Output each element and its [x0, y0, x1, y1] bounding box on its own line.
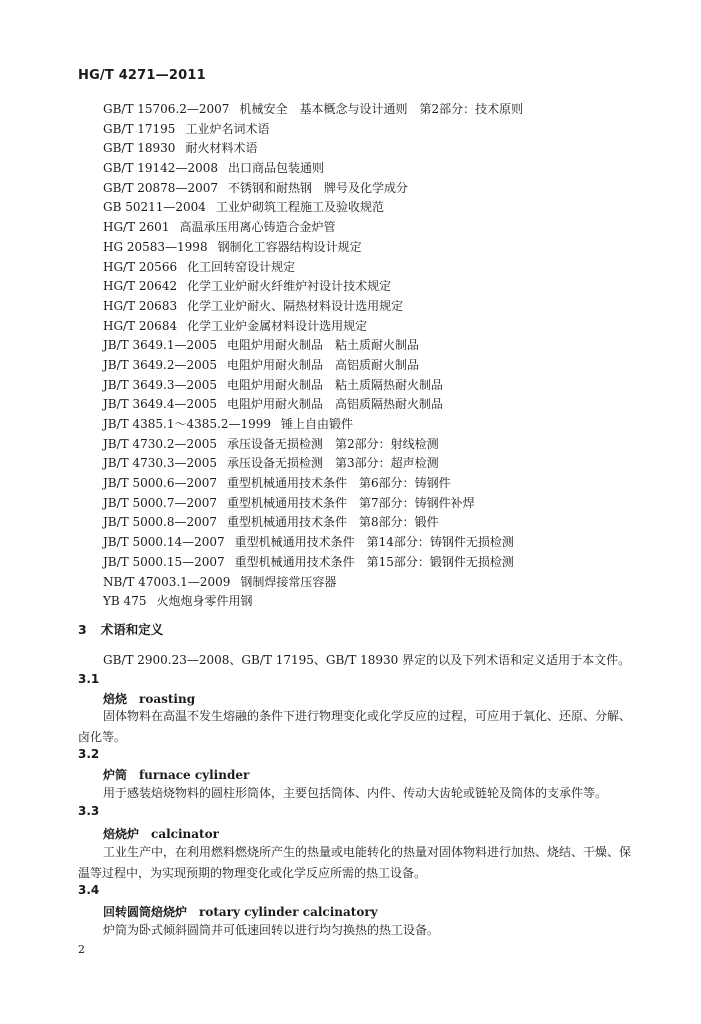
reference-title: 锤上自由锻件 [281, 417, 354, 431]
term-definition [78, 706, 656, 748]
reference-code: HG/T 20683 [103, 298, 178, 313]
definition-line: 工业生产中，在利用燃料燃烧所产生的热量或电能转化的热量对固体物料进行加热、烧结、干燥、保 [103, 845, 632, 859]
reference-title: 电阻炉用耐火制品 高铝质耐火制品 [227, 357, 420, 372]
reference-title: 重型机械通用技术条件 第6部分：铸钢件 [227, 476, 451, 491]
reference-title: 高温承压用离心铸造合金炉管 [179, 220, 336, 235]
reference-item [103, 297, 523, 317]
section-number: 3 [78, 622, 87, 637]
page-number: 2 [78, 943, 85, 956]
reference-item [103, 454, 523, 474]
term-definition [78, 920, 656, 941]
reference-title: 不锈钢和耐热钢 牌号及化学成分 [227, 180, 408, 195]
term-name [103, 903, 378, 920]
term-number: 3.2 [78, 747, 100, 761]
term-name-en: rotary cylinder calcinatory [199, 905, 378, 919]
reference-item [103, 513, 523, 533]
reference-item [103, 395, 523, 415]
reference-title: 电阻炉用耐火制品 粘土质耐火制品 [227, 338, 420, 353]
term-name [103, 690, 195, 707]
term-name-zh: 回转圆筒焙烧炉 [103, 905, 188, 919]
reference-item [103, 533, 523, 553]
term-definition [78, 783, 656, 804]
reference-item [103, 553, 523, 573]
reference-title: 机械安全 基本概念与设计通则 第2部分：技术原则 [239, 102, 524, 116]
reference-code: JB/T 3649.1—2005 [103, 338, 218, 353]
section-title: 术语和定义 [100, 622, 164, 637]
reference-code: JB/T 5000.14—2007 [103, 535, 225, 550]
reference-title: 火炮炮身零件用钢 [156, 594, 253, 609]
reference-code: GB/T 19142—2008 [103, 161, 218, 176]
reference-title: 化学工业炉金属材料设计选用规定 [187, 318, 368, 333]
reference-code: JB/T 4730.2—2005 [103, 436, 218, 451]
term-name-en: furnace cylinder [139, 768, 250, 782]
reference-title: 钢制焊接常压容器 [240, 574, 337, 589]
reference-item [103, 198, 523, 218]
term-name-zh: 焙烧 [103, 692, 128, 706]
reference-code: GB/T 20878—2007 [103, 180, 218, 195]
reference-title: 耐火材料术语 [185, 141, 258, 156]
reference-item [103, 277, 523, 297]
definition-line: 卤化等。 [78, 730, 127, 744]
reference-code: GB 50211—2004 [103, 200, 206, 215]
reference-title: 钢制化工容器结构设计规定 [217, 239, 362, 254]
reference-item [103, 258, 523, 278]
reference-item [103, 573, 523, 593]
term-name-en: calcinator [151, 827, 219, 841]
reference-item [103, 120, 523, 140]
reference-code: HG/T 20684 [103, 318, 178, 333]
reference-item [103, 139, 523, 159]
definition-line: 温等过程中，为实现预期的物理变化或化学反应所需的热工设备。 [78, 866, 427, 880]
reference-title: 化工回转窑设计规定 [187, 259, 296, 274]
reference-title: 电阻炉用耐火制品 高铝质隔热耐火制品 [227, 397, 444, 412]
term-name-zh: 焙烧炉 [103, 827, 140, 841]
term-number: 3.3 [78, 804, 100, 818]
reference-code: JB/T 5000.6—2007 [103, 476, 218, 491]
reference-item [103, 494, 523, 514]
reference-item [103, 474, 523, 494]
reference-code: JB/T 3649.3—2005 [103, 377, 218, 392]
reference-code: GB/T 17195 [103, 121, 176, 136]
reference-item [103, 218, 523, 238]
reference-item [103, 336, 523, 356]
reference-title: 工业炉名词术语 [185, 121, 270, 136]
reference-title: 承压设备无损检测 第3部分：超声检测 [227, 456, 439, 471]
reference-item [103, 415, 523, 435]
reference-code: GB/T 18930 [103, 141, 176, 156]
term-name-en: roasting [139, 692, 196, 706]
reference-title: 出口商品包装通则 [227, 161, 324, 176]
reference-code: JB/T 5000.7—2007 [103, 495, 218, 510]
reference-item [103, 159, 523, 179]
reference-code: JB/T 3649.2—2005 [103, 357, 218, 372]
reference-item [103, 376, 523, 396]
term-name [103, 766, 249, 783]
reference-title: 电阻炉用耐火制品 粘土质隔热耐火制品 [227, 377, 444, 392]
reference-title: 重型机械通用技术条件 第8部分：锻件 [227, 515, 439, 530]
reference-title: 工业炉砌筑工程施工及验收规范 [215, 200, 384, 215]
reference-code: HG/T 2601 [103, 220, 170, 235]
section-heading [78, 620, 163, 638]
reference-title: 化学工业炉耐火纤维炉衬设计技术规定 [187, 279, 392, 294]
section-intro: GB/T 2900.23—2008、GB/T 17195、GB/T 18930 界定的以及下列术语和定义适用于本文件。 [103, 653, 631, 667]
reference-item [103, 592, 523, 612]
reference-code: NB/T 47003.1—2009 [103, 574, 231, 589]
reference-code: JB/T 5000.15—2007 [103, 554, 225, 569]
document-id: HG/T 4271—2011 [78, 68, 206, 83]
reference-code: HG/T 20642 [103, 279, 178, 294]
term-number: 3.1 [78, 672, 100, 686]
reference-code: GB/T 15706.2—2007 [103, 102, 230, 116]
term-name-zh: 炉筒 [103, 768, 128, 782]
reference-code: JB/T 5000.8—2007 [103, 515, 218, 530]
reference-title: 重型机械通用技术条件 第7部分：铸钢件补焊 [227, 495, 475, 510]
reference-title: 承压设备无损检测 第2部分：射线检测 [227, 436, 439, 451]
reference-item [103, 435, 523, 455]
term-name [103, 825, 219, 842]
definition-line: 用于感装焙烧物料的圆柱形筒体，主要包括筒体、内件、传动大齿轮或链轮及筒体的支承件等。 [103, 786, 608, 800]
reference-item [103, 356, 523, 376]
reference-title: 化学工业炉耐火、隔热材料设计选用规定 [187, 298, 404, 313]
reference-item [103, 317, 523, 337]
reference-code: HG 20583—1998 [103, 239, 208, 254]
reference-code: JB/T 4385.1～4385.2—1999 [103, 417, 272, 431]
term-definition [78, 842, 656, 884]
reference-code: JB/T 3649.4—2005 [103, 397, 218, 412]
reference-code: JB/T 4730.3—2005 [103, 456, 218, 471]
reference-item [103, 100, 523, 120]
reference-code: YB 475 [103, 594, 147, 609]
reference-title: 重型机械通用技术条件 第15部分：锻钢件无损检测 [234, 554, 514, 569]
reference-title: 重型机械通用技术条件 第14部分：铸钢件无损检测 [234, 535, 514, 550]
reference-item [103, 179, 523, 199]
reference-code: HG/T 20566 [103, 259, 178, 274]
term-number: 3.4 [78, 883, 100, 897]
normative-reference-list [103, 100, 523, 612]
reference-item [103, 238, 523, 258]
definition-line: 固体物料在高温不发生熔融的条件下进行物理变化或化学反应的过程，可应用于氧化、还原、分解、 [103, 709, 632, 723]
definition-line: 炉筒为卧式倾斜圆筒并可低速回转以进行均匀换热的热工设备。 [103, 923, 440, 937]
